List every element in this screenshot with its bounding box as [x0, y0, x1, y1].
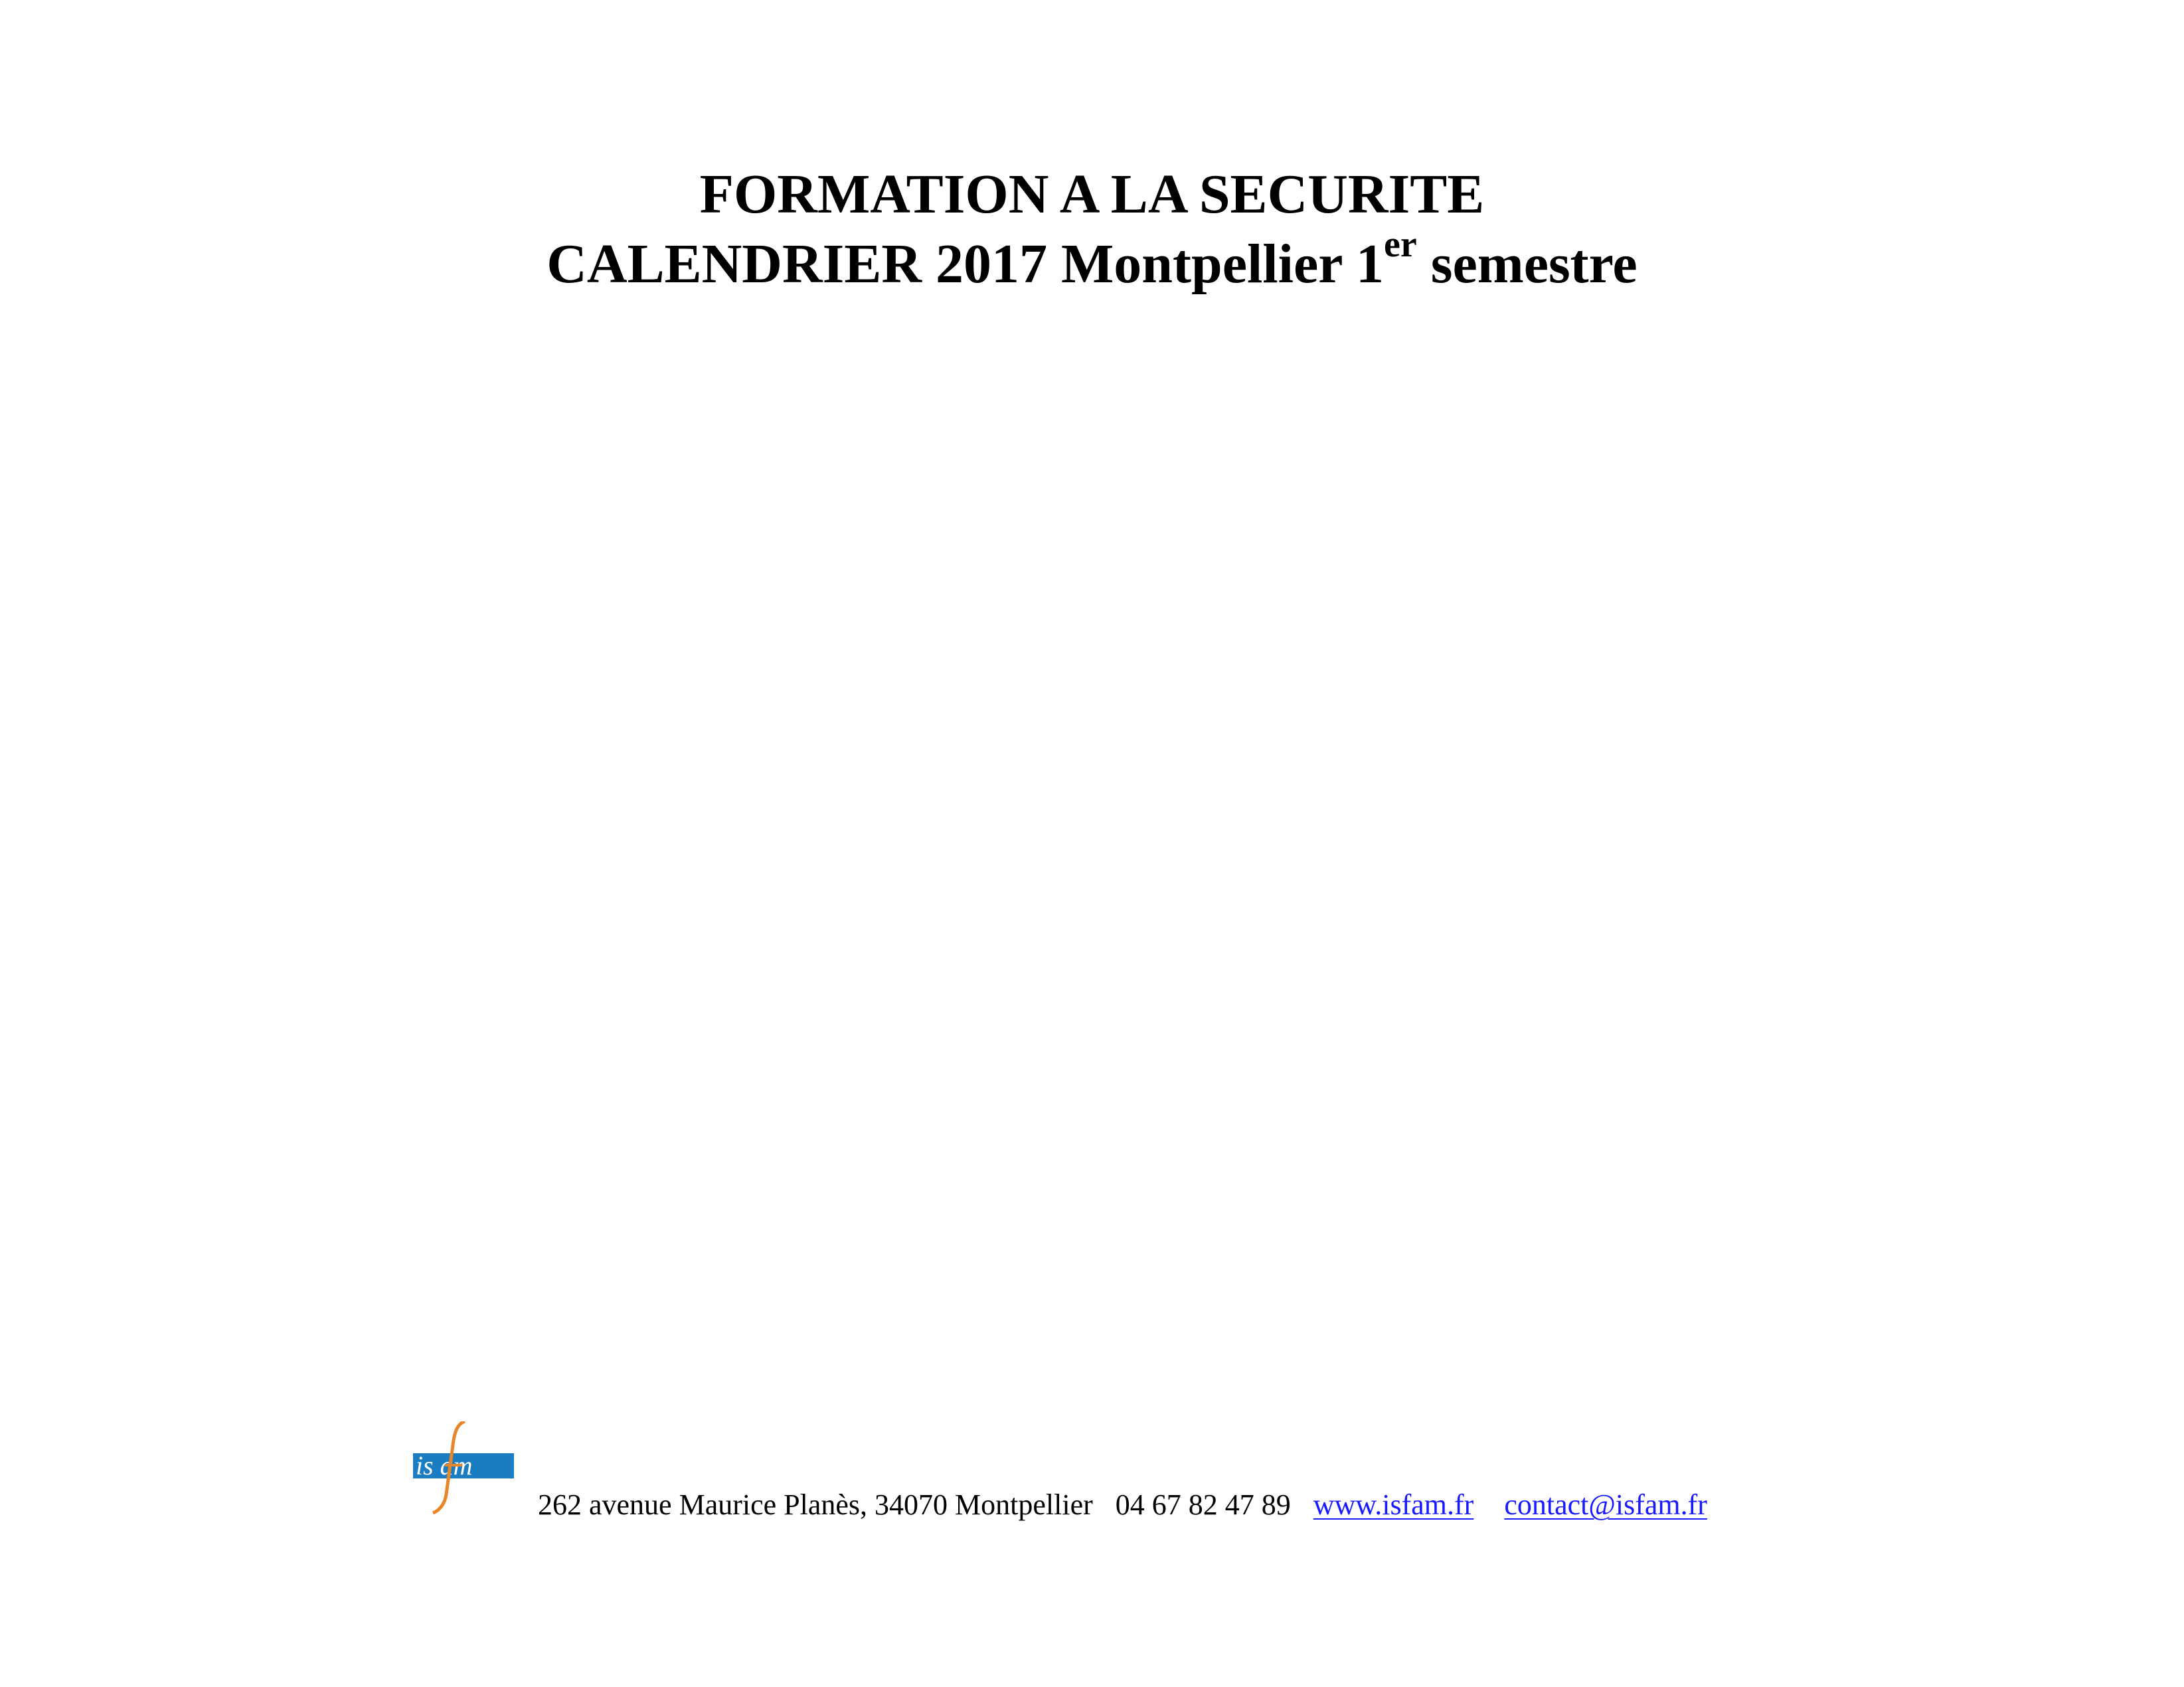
- isfam-logo: [413, 1421, 519, 1514]
- footer-phone: 04 67 82 47 89: [1115, 1488, 1291, 1521]
- title-line-1: FORMATION A LA SECURITE: [699, 163, 1485, 225]
- title-line-2-prefix: CALENDRIER 2017 Montpellier 1: [546, 233, 1385, 295]
- email-link[interactable]: contact@isfam.fr: [1504, 1488, 1707, 1521]
- footer-address: 262 avenue Maurice Planès, 34070 Montpellier: [538, 1488, 1093, 1521]
- page-title: [0, 159, 2184, 299]
- title-ordinal-suffix: er: [1384, 224, 1417, 265]
- logo-wordmark: is am: [416, 1451, 473, 1480]
- website-link[interactable]: www.isfam.fr: [1313, 1488, 1474, 1521]
- footer-contact: [538, 1486, 1707, 1524]
- title-line-2: [0, 224, 2184, 299]
- title-line-2-suffix: semestre: [1416, 233, 1638, 295]
